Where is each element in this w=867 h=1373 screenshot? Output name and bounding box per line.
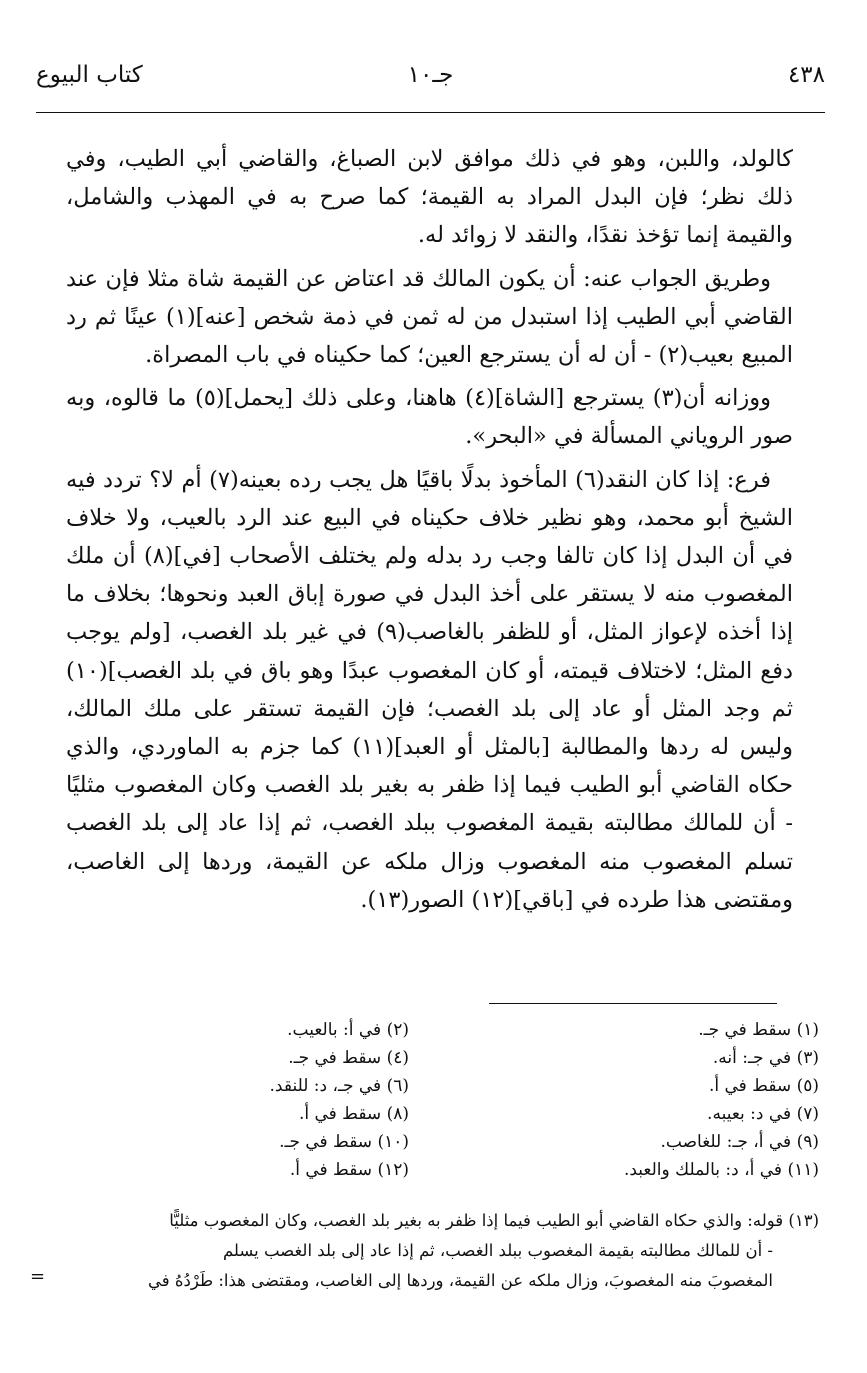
- running-header: [36, 62, 825, 102]
- footnote: [49, 1100, 409, 1128]
- footnote-text: في أ، د: بالملك والعبد.: [623, 1160, 783, 1180]
- footnote-number: (١٠): [377, 1132, 409, 1152]
- book-title: كتاب البيوع: [36, 62, 143, 88]
- footnote: [49, 1016, 409, 1044]
- footnote: [49, 1156, 409, 1184]
- footnote: [429, 1016, 819, 1044]
- main-text: [66, 140, 793, 924]
- footnote-number: (٤): [386, 1048, 409, 1068]
- footnote-number: (١٣): [788, 1211, 819, 1230]
- footnote-number: (٢): [386, 1020, 409, 1040]
- footnote: [49, 1072, 409, 1100]
- footnote-text: سقط في أ.: [708, 1076, 792, 1096]
- footnote: [429, 1156, 819, 1184]
- header-rule: [36, 112, 825, 113]
- footnote: [49, 1044, 409, 1072]
- footnote-text: في جـ: أنه.: [712, 1048, 792, 1068]
- footnote-line: [39, 1206, 819, 1236]
- footnote-number: (١١): [787, 1160, 819, 1180]
- footnote-text: سقط في جـ.: [698, 1020, 792, 1040]
- footnote: [429, 1044, 819, 1072]
- footnote-text: في أ، جـ: للغاصب.: [660, 1132, 792, 1152]
- footnote-text: سقط في أ.: [289, 1160, 373, 1180]
- continuation-mark: =: [30, 1266, 46, 1287]
- footnote-number: (١٢): [377, 1160, 409, 1180]
- footnote-number: (٥): [796, 1076, 819, 1096]
- footnote-number: (٣): [796, 1048, 819, 1068]
- footnote-text: في أ: بالعيب.: [287, 1020, 382, 1040]
- paragraph: وطريق الجواب عنه: أن يكون المالك قد اعتاض عن القيمة شاة مثلا فإن عند القاضي أبي الطيب إذا استبدل من له ثمن في ذمة شخص [عنه](١) عينًا ثم رد المبيع بعيب(٢) - أن له أن يسترجع العين؛ كما حكيناه في باب المصراة.: [66, 265, 793, 369]
- footnote-text: سقط في جـ.: [288, 1048, 382, 1068]
- footnote: [429, 1100, 819, 1128]
- footnote-line: - أن للمالك مطالبته بقيمة المغصوب ببلد الغصب، ثم إذا عاد إلى بلد الغصب يسلم: [222, 1241, 773, 1260]
- paragraph: ووزانه أن(٣) يسترجع [الشاة](٤) هاهنا، وعلى ذلك [يحمل](٥) ما قالوه، وبه صور الروياني المسألة في «البحر».: [66, 385, 793, 450]
- footnote-line: المغصوبَ منه المغصوبَ، وزال ملكه عن القيمة، وردها إلى الغاصب، ومقتضى هذا: طَرْدُهُ في: [147, 1271, 773, 1290]
- footnote: [429, 1072, 819, 1100]
- footnote-text: في د: بعيبه.: [707, 1104, 792, 1124]
- footnote-separator: [489, 1003, 777, 1004]
- footnotes: [49, 1016, 819, 1184]
- footnote-number: (٨): [386, 1104, 409, 1124]
- footnote-number: (١): [796, 1020, 819, 1040]
- volume-number: جـ١٠: [407, 62, 454, 88]
- footnote-text: قوله: والذي حكاه القاضي أبو الطيب فيما إذا ظفر به بغير بلد الغصب، وكان المغصوب مثليًّا: [169, 1211, 784, 1230]
- footnote: [429, 1128, 819, 1156]
- page-number: ٤٣٨: [787, 62, 825, 88]
- footnote-text: في جـ، د: للنقد.: [269, 1076, 382, 1096]
- footnote-text: سقط في جـ.: [279, 1132, 373, 1152]
- footnote-text: سقط في أ.: [298, 1104, 382, 1124]
- footnote-number: (٦): [386, 1076, 409, 1096]
- footnote-number: (٧): [796, 1104, 819, 1124]
- footnote-number: (٩): [796, 1132, 819, 1152]
- footnote: [49, 1128, 409, 1156]
- paragraph: كالولد، واللبن، وهو في ذلك موافق لابن الصباغ، والقاضي أبي الطيب، وفي ذلك نظر؛ فإن البدل المراد به القيمة؛ كما صرح به في المهذب والشامل، والقيمة إنما تؤخذ نقدًا، والنقد لا زوائد له.: [66, 146, 793, 249]
- paragraph: فرع: إذا كان النقد(٦) المأخوذ بدلًا باقيًا هل يجب رده بعينه(٧) أم لا؟ تردد فيه الشيخ أبو محمد، وهو نظير خلاف حكيناه في البيع عند الرد بالعيب، ولا خلاف في أن البدل إذا كان تالفا وجب رد بدله ولم يختلف الأصحاب [في](٨) أن ملك المغصوب منه لا يستقر على أخذ البدل في صورة إباق العبد ونحوها؛ بخلاف ما إذا أخذه لإعواز المثل، أو للظفر بالغاصب(٩) في غير بلد الغصب، [ولم يوجب دفع المثل؛ لاختلاف قيمته، أو كان المغصوب عبدًا وهو باق في بلد الغصب](١٠) ثم وجد المثل أو عاد إلى بلد الغصب؛ فإن القيمة تستقر على ملك المالك، وليس له ردها والمطالبة [بالمثل أو العبد](١١) كما جزم به الماوردي، والذي حكاه القاضي أبو الطيب فيما إذا ظفر به بغير بلد الغصب وكان المغصوب مثليًا - أن للمالك مطالبته بقيمة المغصوب ببلد الغصب، ثم إذا عاد إلى بلد الغصب تسلم المغصوب منه المغصوب وزال ملكه عن القيمة، وردها إلى الغاصب، ومقتضى هذا طرده في [باقي](١٢) الصور(١٣).: [66, 466, 793, 913]
- footnote-long: [39, 1206, 819, 1296]
